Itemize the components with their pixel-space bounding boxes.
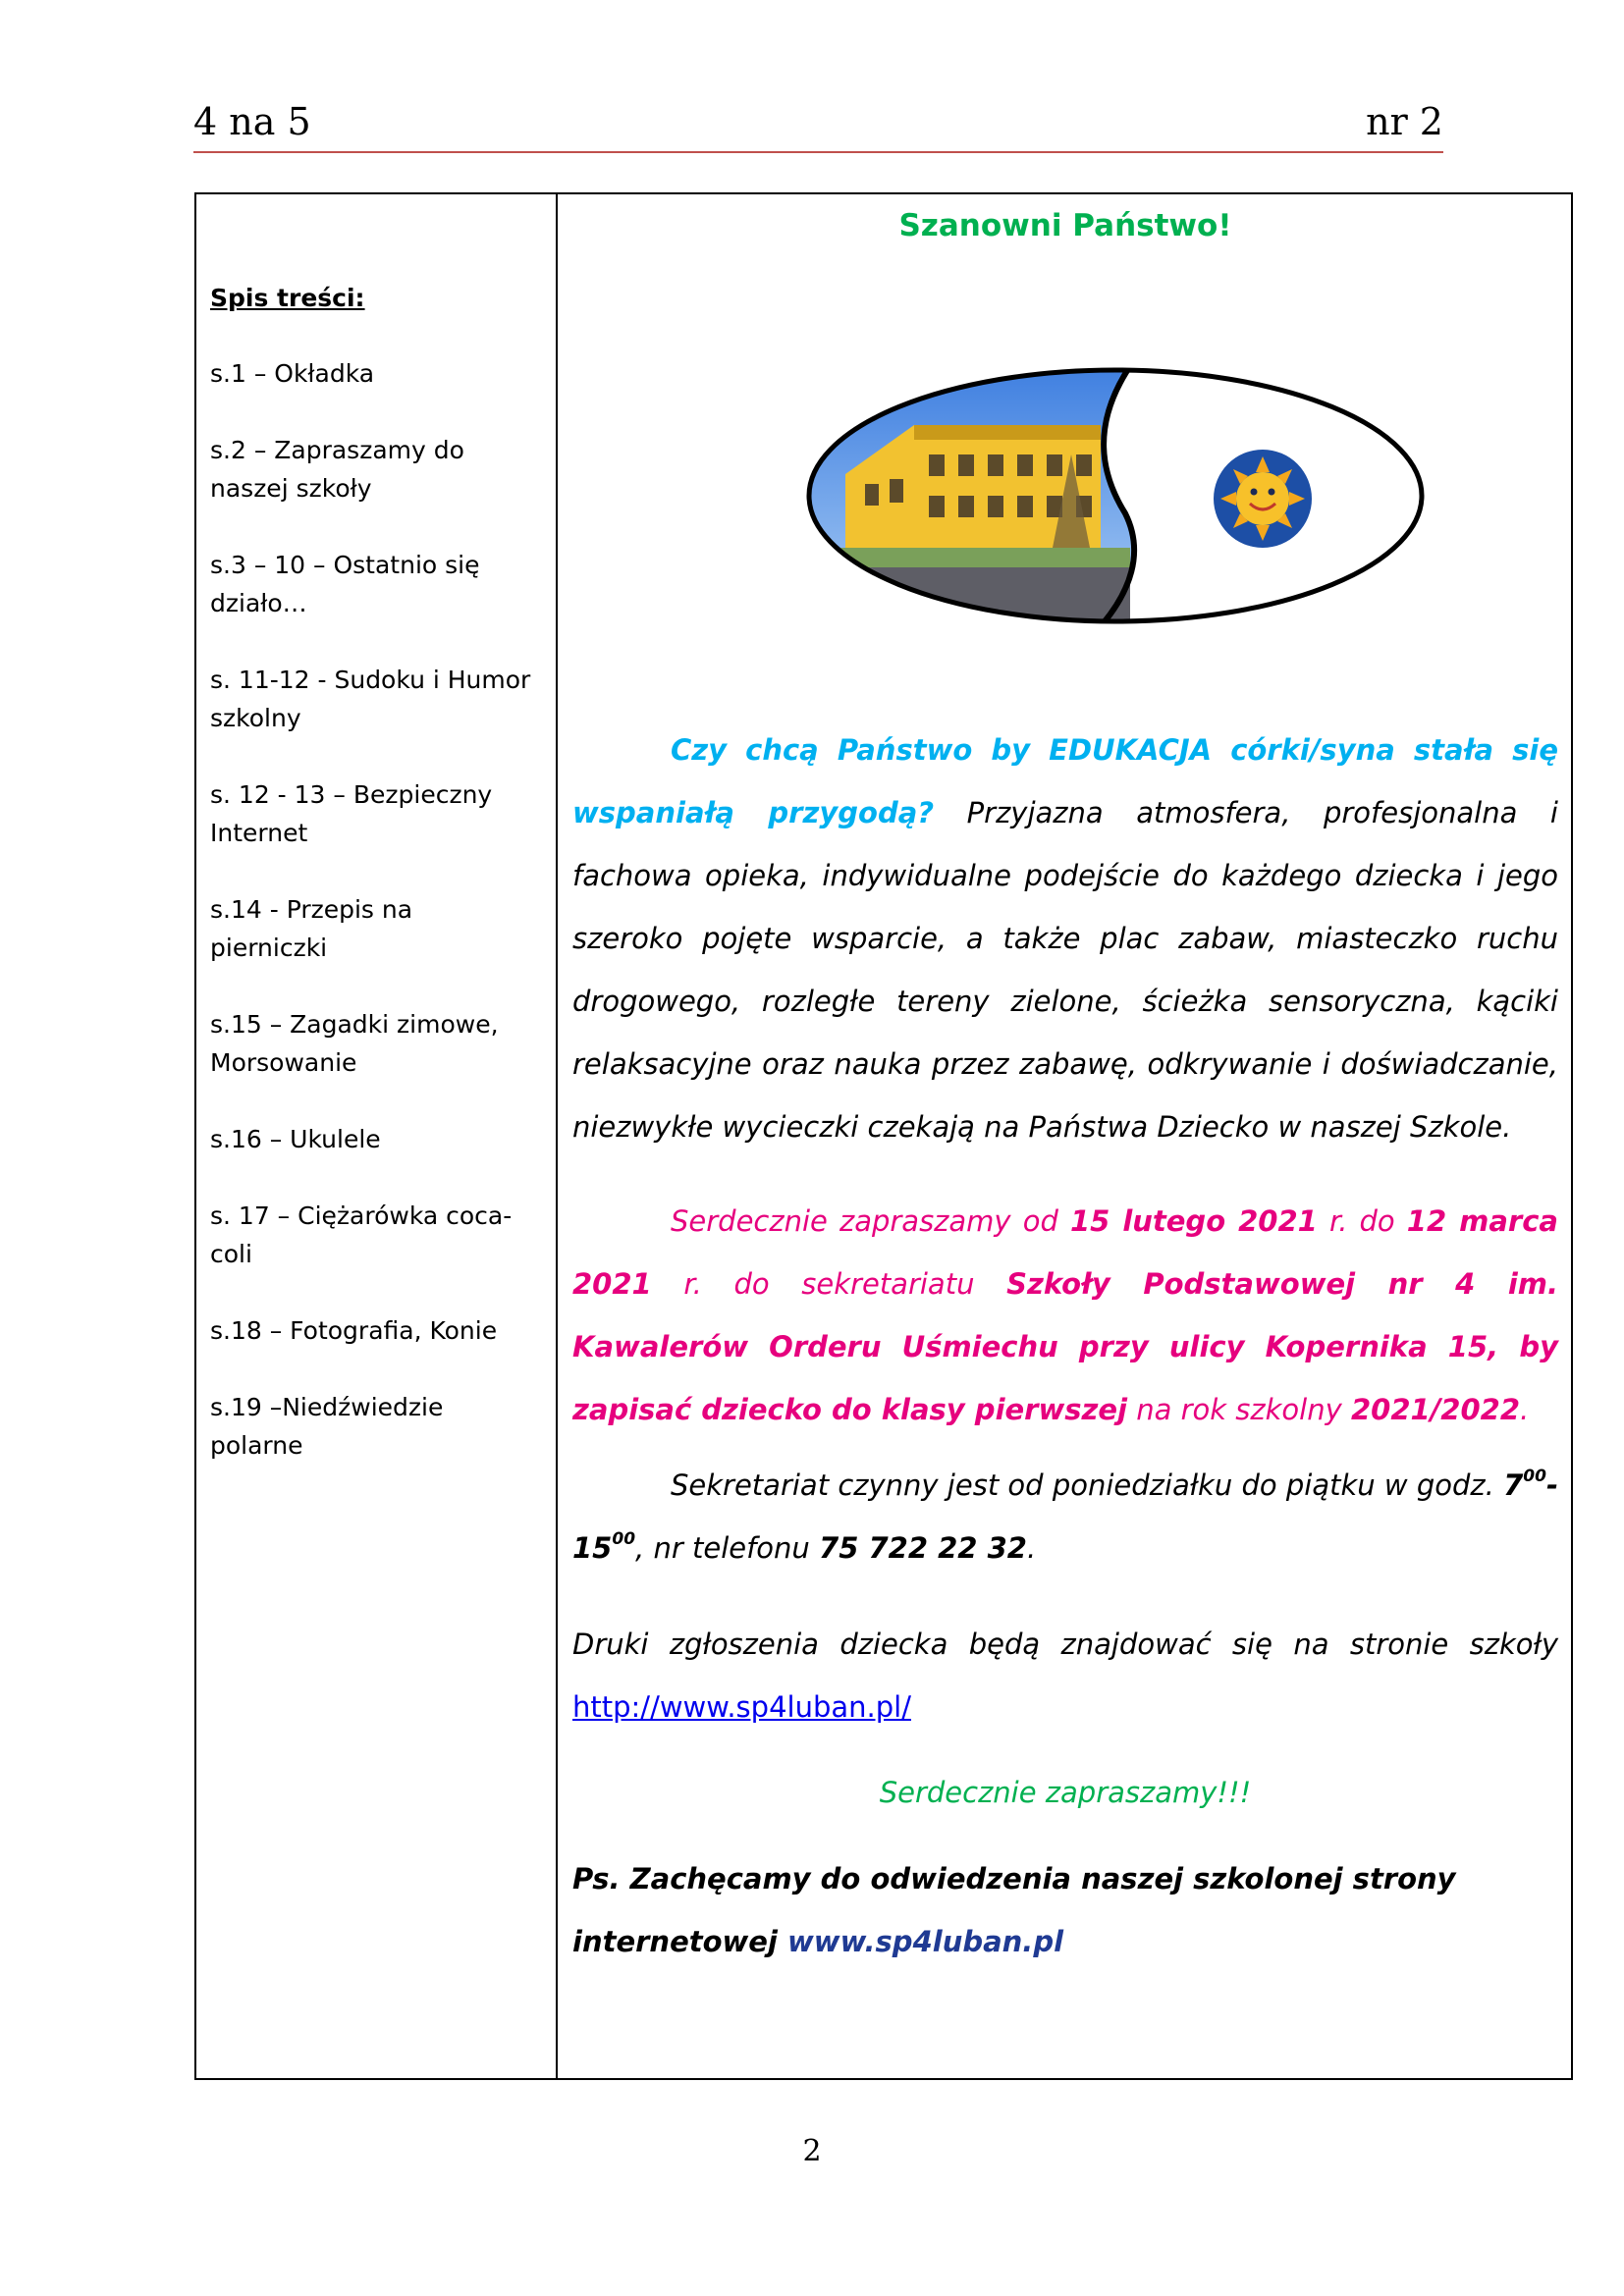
- invite-text: r. do sekretariatu: [651, 1267, 1007, 1301]
- hours-dash: -: [1545, 1468, 1558, 1502]
- school-logo-image: [806, 366, 1425, 626]
- phone-number: 75 722 22 32: [819, 1531, 1027, 1565]
- school-year: 2021/2022: [1350, 1393, 1521, 1426]
- website-address[interactable]: www.sp4luban.pl: [787, 1925, 1064, 1958]
- intro-body: Przyjazna atmosfera, profesjonalna i fachowa opieka, indywidualne podejście do każdego dziecka i jego szeroko pojęte wsparcie, a także plac zabaw, miasteczko ruchu drogowego, rozległe tereny zielone, ścieżka sensoryczna, kąciki relaksacyjne oraz nauka przez zabawę, odkrywanie i doświadczanie, niezwykłe wycieczki czekają na Państwa Dziecko w naszej Szkole.: [572, 796, 1558, 1144]
- toc-item: s. 11-12 - Sudoku i Humor szkolny: [210, 666, 531, 732]
- toc-item: s.2 – Zapraszamy do naszej szkoły: [210, 436, 464, 503]
- postscript-text: Ps. Zachęcamy do odwiedzenia naszej szkolonej strony internetowej: [572, 1862, 1456, 1958]
- office-hours-paragraph: [572, 1454, 1558, 1579]
- forms-text: Druki zgłoszenia dziecka będą znajdować się na stronie szkoły: [572, 1628, 1558, 1661]
- office-hours-text: Sekretariat czynny jest od poniedziałku do piątku w godz.: [671, 1468, 1504, 1502]
- toc-item: s.19 –Niedźwiedzie polarne: [210, 1393, 444, 1460]
- closing-invitation: Serdecznie zapraszamy!!!: [879, 1776, 1252, 1809]
- intro-paragraph: [572, 719, 1558, 1158]
- forms-paragraph: [572, 1613, 1558, 1738]
- toc-item: s. 17 – Ciężarówka coca-coli: [210, 1201, 513, 1268]
- invite-text: .: [1520, 1393, 1530, 1426]
- school-name: Szkoły Podstawowej nr 4 im. Kawalerów Orderu Uśmiechu przy ulicy Kopernika 15, by zapisać dziecko do klasy pierwszej: [572, 1267, 1558, 1426]
- page-number: 2: [802, 2134, 822, 2168]
- header-title: 4 na 5: [193, 100, 311, 143]
- toc-item: s.15 – Zagadki zimowe, Morsowanie: [210, 1010, 499, 1077]
- end-date: 12 marca 2021: [572, 1204, 1558, 1301]
- content-table: [194, 192, 1573, 2080]
- office-hours-text: , nr telefonu: [635, 1531, 820, 1565]
- postscript: [572, 1847, 1558, 1973]
- table-of-contents: [210, 279, 534, 1503]
- invite-text: na rok szkolny: [1127, 1393, 1351, 1426]
- invite-text: Serdecznie zapraszamy od: [671, 1204, 1070, 1238]
- toc-item: s. 12 - 13 – Bezpieczny Internet: [210, 780, 493, 847]
- close-hour: 15: [572, 1531, 613, 1565]
- invitation-paragraph: [572, 1190, 1558, 1441]
- toc-item: s.1 – Okładka: [210, 359, 375, 388]
- office-hours-text: .: [1026, 1531, 1037, 1565]
- header-issue-number: nr 2: [1366, 100, 1443, 143]
- open-hour: 7: [1503, 1468, 1524, 1502]
- toc-item: s.16 – Ukulele: [210, 1125, 381, 1153]
- column-divider: [556, 194, 558, 2078]
- open-minutes: 00: [1523, 1467, 1546, 1486]
- school-website-link[interactable]: http://www.sp4luban.pl/: [572, 1690, 911, 1724]
- toc-item: s.3 – 10 – Ostatnio się działo…: [210, 551, 480, 617]
- intro-question: Czy chcą Państwo by EDUKACJA córki/syna stała się wspaniałą przygodą?: [572, 733, 1558, 829]
- page-header: [193, 96, 1443, 153]
- toc-item: s.14 - Przepis na pierniczki: [210, 895, 413, 962]
- toc-item: s.18 – Fotografia, Konie: [210, 1316, 498, 1345]
- toc-title: Spis treści:: [210, 284, 365, 312]
- close-minutes: 00: [612, 1529, 636, 1549]
- start-date: 15 lutego 2021: [1069, 1204, 1318, 1238]
- greeting-heading: Szanowni Państwo!: [898, 208, 1232, 243]
- invite-text: r. do: [1317, 1204, 1407, 1238]
